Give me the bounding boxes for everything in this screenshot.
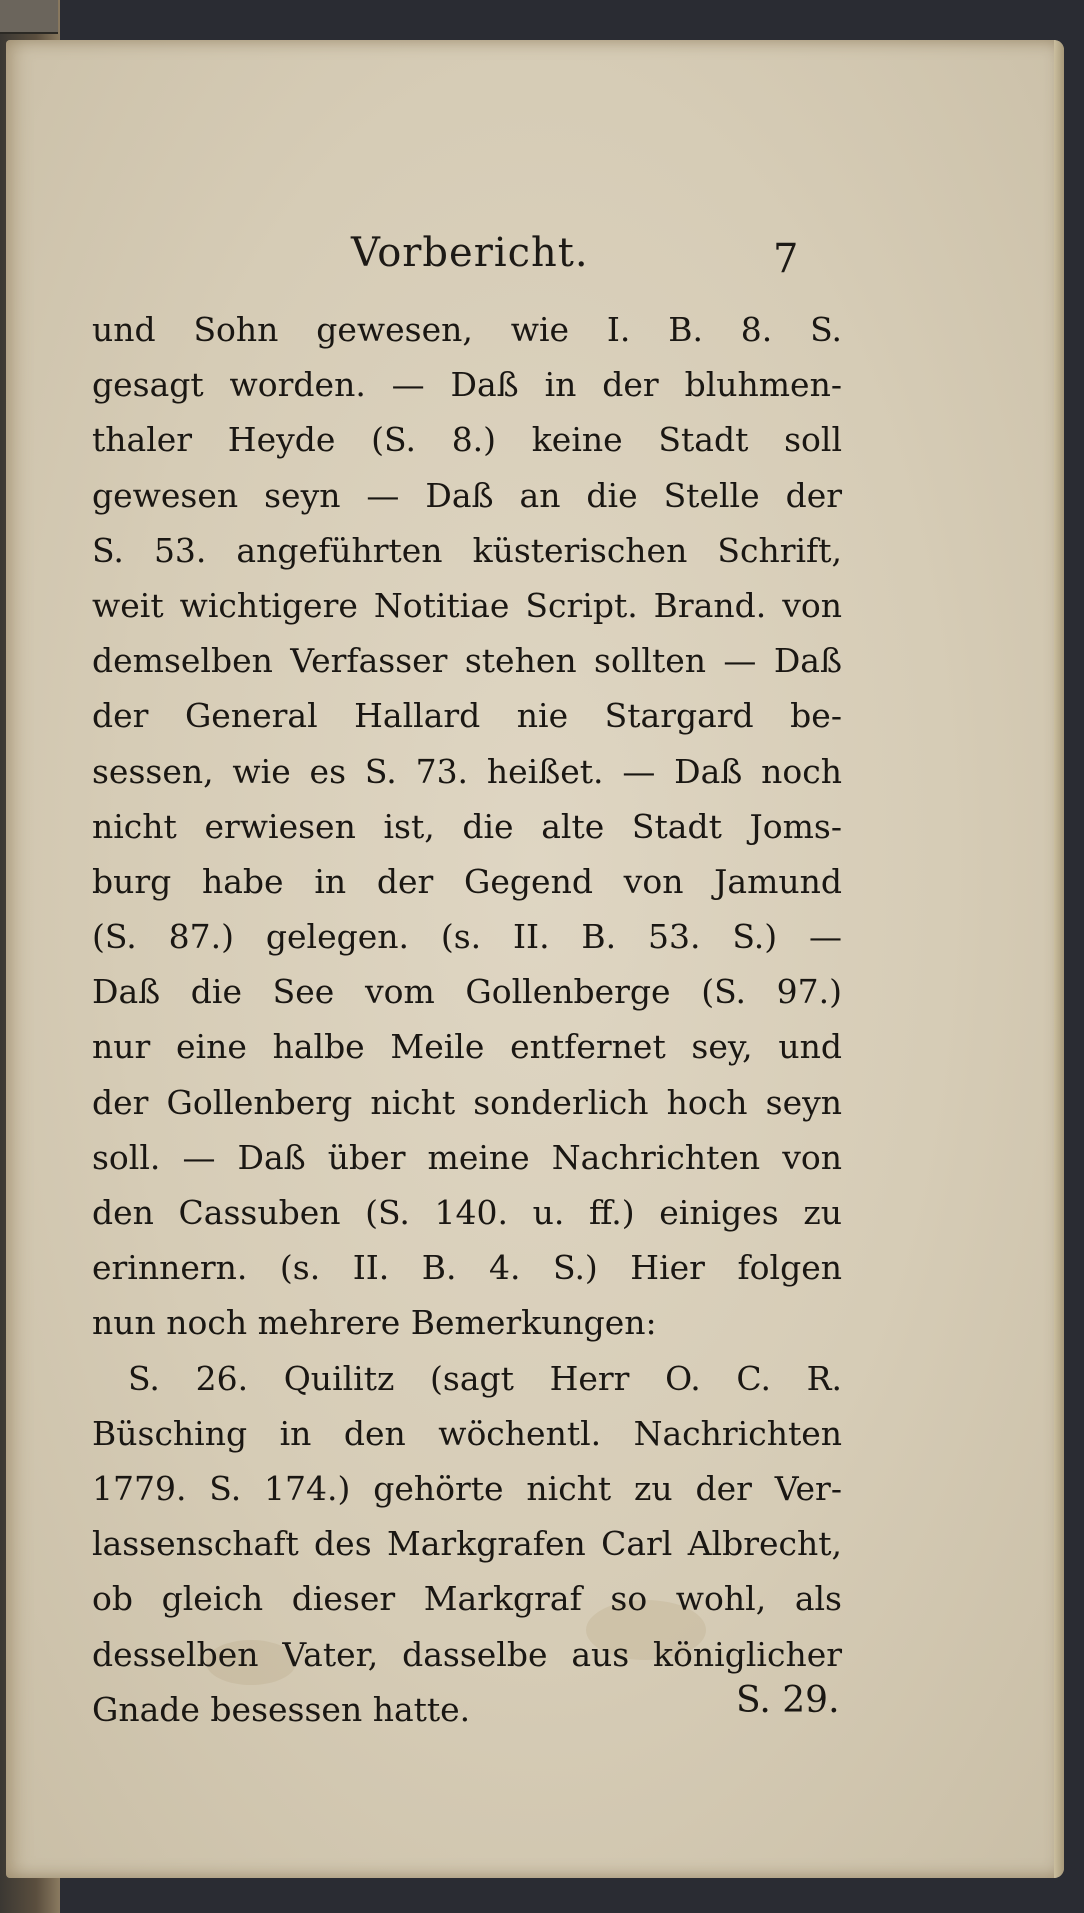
text-line: den Cassuben (S. 140. u. ff.) einiges zu [92, 1193, 842, 1232]
text-line: Büsching in den wöchentl. Nachrichten [92, 1413, 842, 1453]
text-line: Gnade besessen hatte. [92, 1689, 471, 1729]
text-line: 1779. S. 174.) gehörte nicht zu der Ver- [92, 1468, 842, 1508]
text-line: S. 53. angeführten küsterischen Schrift, [92, 530, 842, 570]
page-number: 7 [773, 236, 799, 282]
text-line: ob gleich dieser Markgraf so wohl, als [92, 1579, 842, 1619]
catchword: S. 29. [736, 1680, 840, 1721]
text-line: S. 26. Quilitz (sagt Herr O. C. R. [128, 1358, 842, 1398]
running-head: Vorbericht. [351, 230, 589, 276]
text-line: desselben Vater, dasselbe aus königlicher [92, 1634, 842, 1674]
text-line: sessen, wie es S. 73. heißet. — Daß noch [92, 751, 842, 791]
text-line: weit wichtigere Notitiae Script. Brand. von [92, 585, 842, 625]
text-line: nur eine halbe Meile entfernet sey, und [92, 1027, 842, 1067]
text-line: demselben Verfasser stehen sollten — Daß [92, 641, 842, 681]
text-line: thaler Heyde (S. 8.) keine Stadt soll [92, 420, 842, 460]
page-edge [1054, 40, 1064, 1878]
text-line: soll. — Daß über meine Nachrichten von [92, 1137, 842, 1177]
body-text [92, 302, 842, 1737]
page-header [6, 210, 1064, 280]
text-line: gewesen seyn — Daß an die Stelle der [92, 475, 842, 515]
binding-tab [0, 0, 58, 34]
text-line: burg habe in der Gegend von Jamund [92, 861, 842, 901]
text-line: erinnern. (s. II. B. 4. S.) Hier folgen [92, 1248, 842, 1288]
text-line: gesagt worden. — Daß in der bluhmen- [92, 365, 842, 405]
text-line: (S. 87.) gelegen. (s. II. B. 53. S.) — [92, 917, 842, 957]
book-page [6, 40, 1064, 1878]
text-line: und Sohn gewesen, wie I. B. 8. S. [92, 310, 842, 349]
text-line: nicht erwiesen ist, die alte Stadt Joms- [92, 806, 842, 846]
text-line: der Gollenberg nicht sonderlich hoch seyn [92, 1082, 842, 1122]
text-line: lassenschaft des Markgrafen Carl Albrecht, [92, 1524, 842, 1564]
text-line: nun noch mehrere Bemerkungen: [92, 1303, 657, 1343]
text-line: Daß die See vom Gollenberge (S. 97.) [92, 972, 842, 1012]
text-line: der General Hallard nie Stargard be- [92, 696, 842, 736]
